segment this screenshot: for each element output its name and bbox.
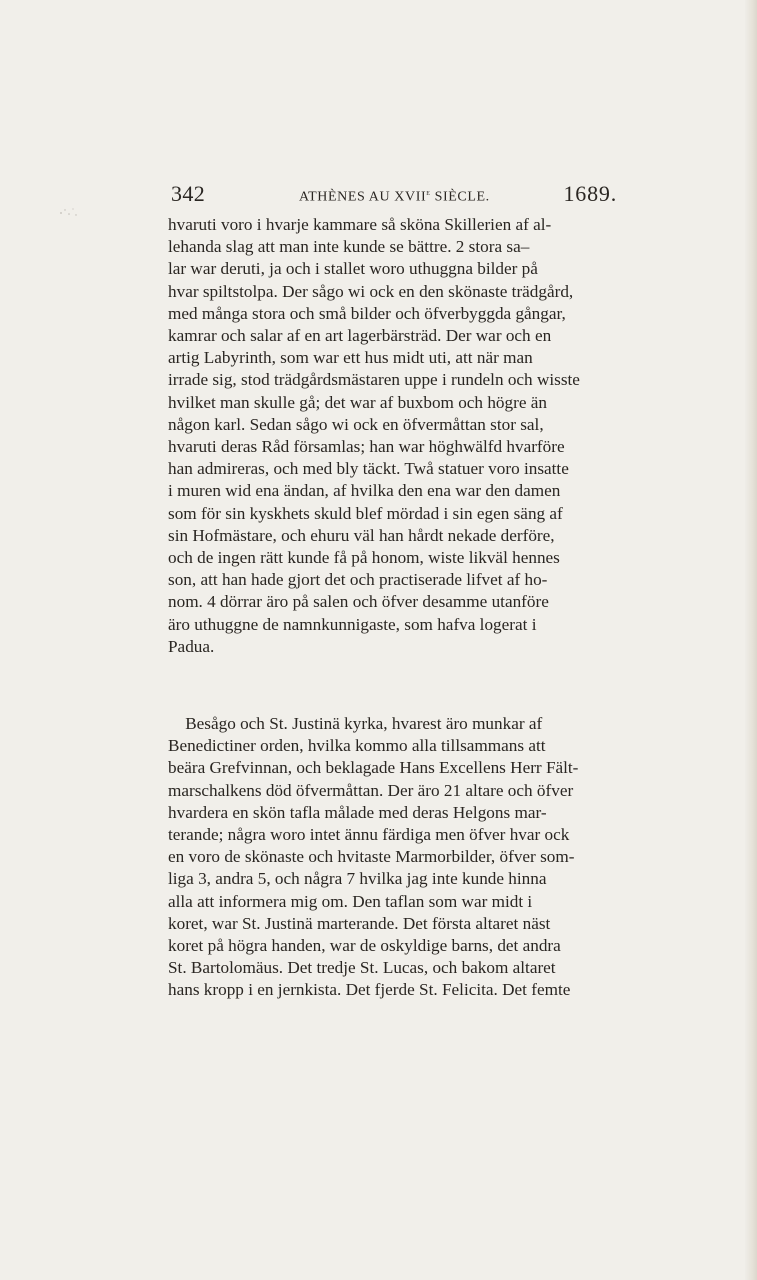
text-line: Besågo och St. Justinä kyrka, hvarest äro munkar af (168, 714, 543, 733)
text-line: hvaruti deras Råd församlas; han war höghwälfd hvarföre (168, 437, 565, 457)
text-line: koret på högra handen, war de oskyldige barns, det andra (168, 936, 561, 956)
text-line: hvaruti voro i hvarje kammare så sköna Skillerien af al- (168, 215, 552, 234)
text-line: en voro de skönaste och hvitaste Marmorbilder, öfver som- (168, 847, 575, 867)
text-line: irrade sig, stod trädgårdsmästaren uppe i rundeln och wisste (168, 370, 580, 390)
text-line: liga 3, andra 5, och några 7 hvilka jag inte kunde hinna (168, 869, 547, 889)
text-line: och de ingen rätt kunde få på honom, wiste likväl hennes (168, 548, 560, 568)
running-title-text: ATHÈNES AU XVII (299, 189, 427, 205)
text-line: sin Hofmästare, och ehuru väl han hårdt nekade derföre, (168, 525, 555, 545)
paragraph-2 (168, 713, 616, 1002)
text-line: alla att informera mig om. Den taflan som war midt i (168, 891, 533, 911)
header-year: 1689. (563, 181, 617, 206)
page-number: 342 (171, 181, 206, 206)
text-line: artig Labyrinth, som war ett hus midt uti, att när man (168, 348, 533, 368)
text-line: St. Bartolomäus. Det tredje St. Lucas, och bakom altaret (168, 958, 556, 978)
running-title-superscript: e (426, 187, 431, 197)
ink-speck-mark (58, 205, 80, 219)
text-line: kamrar och salar af en art lagerbärsträd. Der war och en (168, 326, 552, 346)
page-header (171, 181, 617, 213)
text-line: med många stora och små bilder och öfverbyggda gångar, (168, 303, 566, 323)
text-line: som för sin kyskhets skuld blef mördad i sin egen säng af (168, 503, 563, 523)
paragraph-1 (168, 214, 616, 658)
text-line: beära Grefvinnan, och beklagade Hans Excellens Herr Fält- (168, 758, 579, 778)
text-line: hvardera en skön tafla målade med deras Helgons mar- (168, 802, 547, 822)
text-line: marschalkens död öfvermåttan. Der äro 21 altare och öfver (168, 780, 574, 800)
text-line: son, att han hade gjort det och practiserade lifvet af ho- (168, 570, 548, 590)
text-line: han admireras, och med bly täckt. Twå statuer voro insatte (168, 459, 569, 479)
text-line: koret, war St. Justinä marterande. Det första altaret näst (168, 913, 551, 933)
running-title-end: SIÈCLE. (430, 189, 490, 205)
text-line: hvar spiltstolpa. Der sågo wi ock en den skönaste trädgård, (168, 281, 574, 301)
text-line: någon karl. Sedan sågo wi ock en öfvermåttan stor sal, (168, 414, 544, 434)
text-line: lehanda slag att man inte kunde se bättre. 2 stora sa– (168, 237, 530, 257)
text-line: hans kropp i en jernkista. Det fjerde St. Felicita. Det femte (168, 980, 571, 1000)
text-line: terande; några woro intet ännu färdiga men öfver hvar ock (168, 825, 570, 845)
text-line: Benedictiner orden, hvilka kommo alla tillsammans att (168, 736, 546, 756)
text-line: äro uthuggne de namnkunnigaste, som hafva logerat i (168, 614, 537, 634)
text-line: nom. 4 dörrar äro på salen och öfver desamme utanföre (168, 592, 549, 612)
running-title (299, 187, 490, 206)
page-edge (745, 0, 757, 1280)
text-line: Padua. (168, 636, 215, 656)
text-line: lar war deruti, ja och i stallet woro uthuggna bilder på (168, 259, 538, 279)
text-line: hvilket man skulle gå; det war af buxbom och högre än (168, 392, 547, 412)
text-line: i muren wid ena ändan, af hvilka den ena war den damen (168, 481, 561, 501)
